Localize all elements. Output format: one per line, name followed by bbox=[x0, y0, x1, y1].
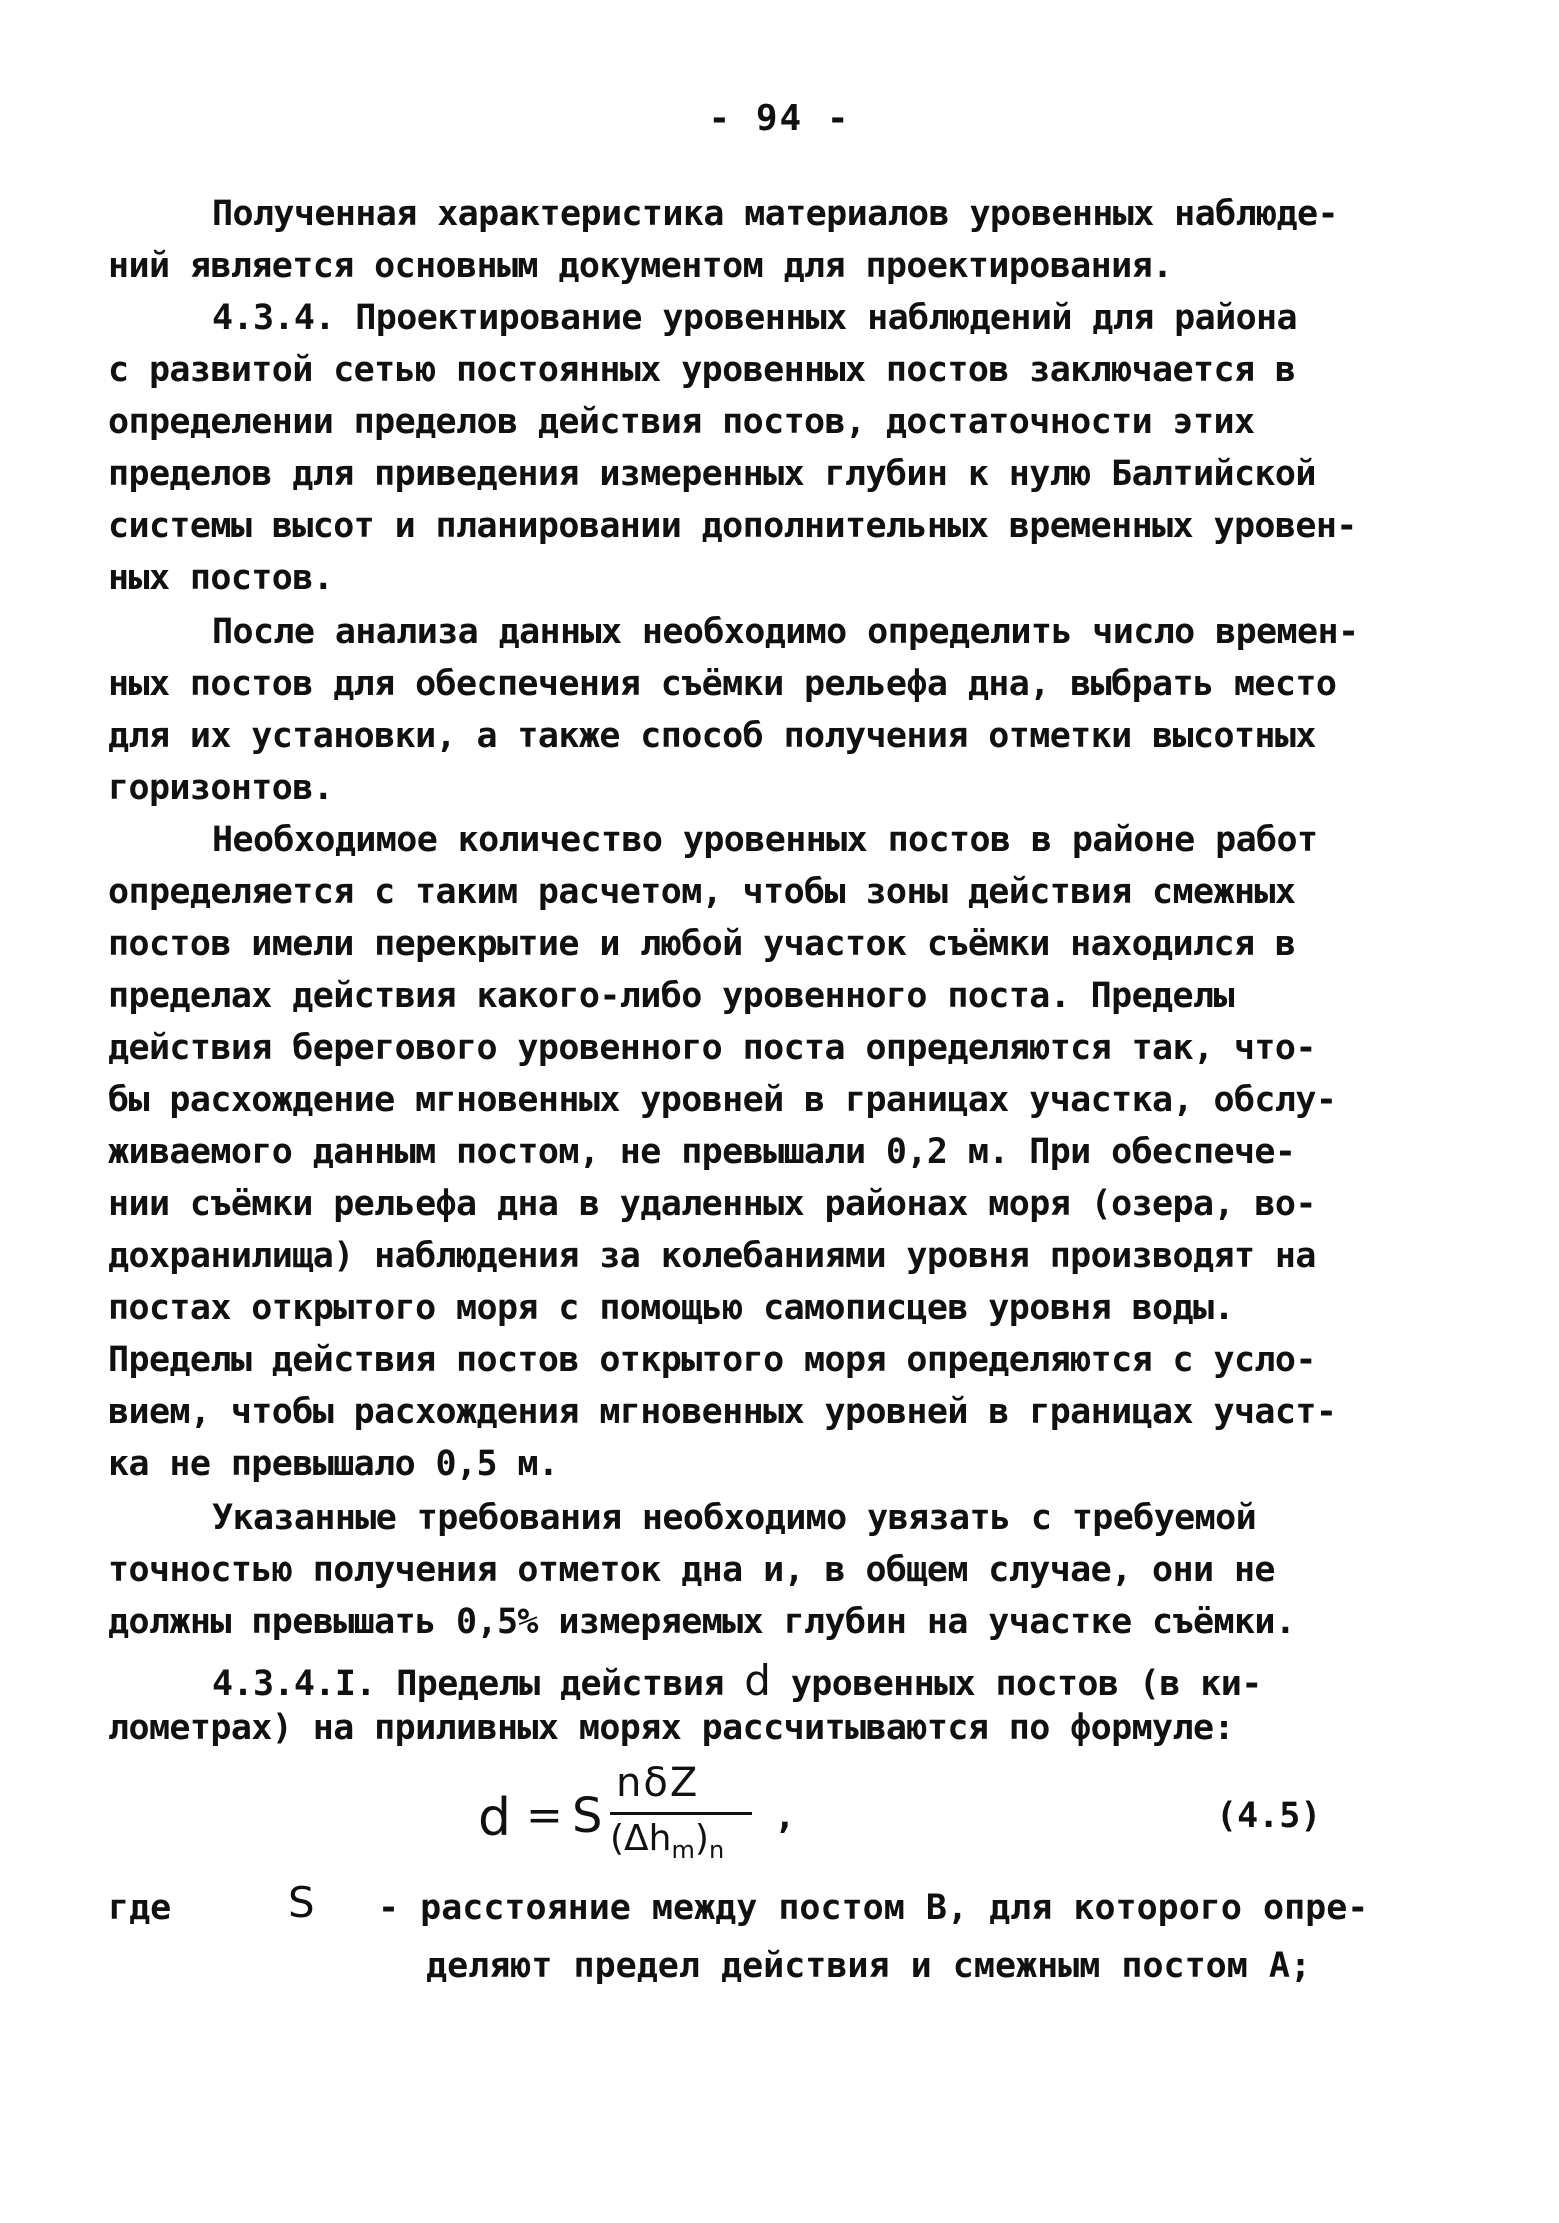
text-line: ний является основным документом для проектирования. bbox=[108, 246, 1173, 286]
text-line: бы расхождение мгновенных уровней в границах участка, обслу- bbox=[108, 1080, 1337, 1120]
where-definition-line-1: - расстояние между постом В, для которого опре- bbox=[378, 1888, 1369, 1928]
formula-4-5 bbox=[478, 1760, 1322, 1870]
formula-number: (4.5) bbox=[1216, 1796, 1322, 1836]
text-line-4341 bbox=[212, 1656, 1262, 1705]
fraction-bar bbox=[610, 1812, 752, 1815]
text-line: должны превышать 0,5% измеряемых глубин на участке съёмки. bbox=[108, 1602, 1296, 1642]
text-line: Полученная характеристика материалов уровенных наблюде- bbox=[212, 194, 1338, 234]
where-definition-line-2: деляют предел действия и смежным постом А; bbox=[426, 1946, 1312, 1986]
text-line: постов имели перекрытие и любой участок съёмки находился в bbox=[108, 924, 1296, 964]
text-line: с развитой сетью постоянных уровенных постов заключается в bbox=[108, 350, 1296, 390]
page-number: - 94 - bbox=[708, 98, 851, 139]
text-line: дохранилища) наблюдения за колебаниями уровня производят на bbox=[108, 1236, 1316, 1276]
text-line: для их установки, а также способ получения отметки высотных bbox=[108, 716, 1316, 756]
where-label: где bbox=[108, 1888, 172, 1928]
text-line: Необходимое количество уровенных постов в районе работ bbox=[212, 820, 1318, 860]
text-line: пределах действия какого-либо уровенного поста. Пределы bbox=[108, 976, 1234, 1016]
text-line: действия берегового уровенного поста определяются так, что- bbox=[108, 1028, 1316, 1068]
text-line: ных постов для обеспечения съёмки рельефа дна, выбрать место bbox=[108, 664, 1337, 704]
text-line: нии съёмки рельефа дна в удаленных районах моря (озера, во- bbox=[108, 1184, 1316, 1224]
text-line: живаемого данным постом, не превышали 0,2 м. При обеспече- bbox=[108, 1132, 1296, 1172]
text-line: горизонтов. bbox=[108, 768, 334, 808]
text-segment: 4.3.4.I. Пределы действия bbox=[212, 1664, 724, 1704]
text-line: ных постов. bbox=[108, 558, 334, 598]
formula-denominator bbox=[610, 1818, 724, 1864]
text-line: После анализа данных необходимо определить число времен- bbox=[212, 612, 1359, 652]
text-line: системы высот и планировании дополнительных временных уровен- bbox=[108, 506, 1357, 546]
text-line: точностью получения отметок дна и, в общем случае, они не bbox=[108, 1550, 1275, 1590]
text-line: определении пределов действия постов, достаточности этих bbox=[108, 402, 1255, 442]
text-line: Пределы действия постов открытого моря определяются с усло- bbox=[108, 1340, 1316, 1380]
den-sub-m: m bbox=[671, 1836, 695, 1865]
text-line: 4.3.4. Проектирование уровенных наблюдений для района bbox=[212, 298, 1298, 338]
text-line: определяется с таким расчетом, чтобы зоны действия смежных bbox=[108, 872, 1296, 912]
den-sub-n: n bbox=[708, 1836, 725, 1865]
formula-numerator: nδZ bbox=[616, 1760, 700, 1806]
text-line: пределов для приведения измеренных глубин к нулю Балтийской bbox=[108, 454, 1316, 494]
text-line: ка не превышало 0,5 м. bbox=[108, 1444, 559, 1484]
formula-s: S bbox=[572, 1788, 603, 1844]
where-symbol: S bbox=[288, 1878, 315, 1927]
den-close: ) bbox=[694, 1818, 709, 1859]
formula-lhs: d bbox=[478, 1788, 512, 1848]
den-main: (Δh bbox=[610, 1818, 672, 1859]
formula-comma: , bbox=[774, 1796, 796, 1837]
text-line: лометрах) на приливных морях рассчитываются по формуле: bbox=[108, 1708, 1234, 1748]
text-segment: уровенных постов (в ки- bbox=[790, 1664, 1262, 1704]
text-line: Указанные требования необходимо увязать с требуемой bbox=[212, 1498, 1257, 1538]
text-line: постах открытого моря с помощью самописцев уровня воды. bbox=[108, 1288, 1234, 1328]
text-line: вием, чтобы расхождения мгновенных уровней в границах участ- bbox=[108, 1392, 1337, 1432]
symbol-d: d bbox=[744, 1656, 771, 1705]
formula-equals: = bbox=[526, 1790, 563, 1841]
